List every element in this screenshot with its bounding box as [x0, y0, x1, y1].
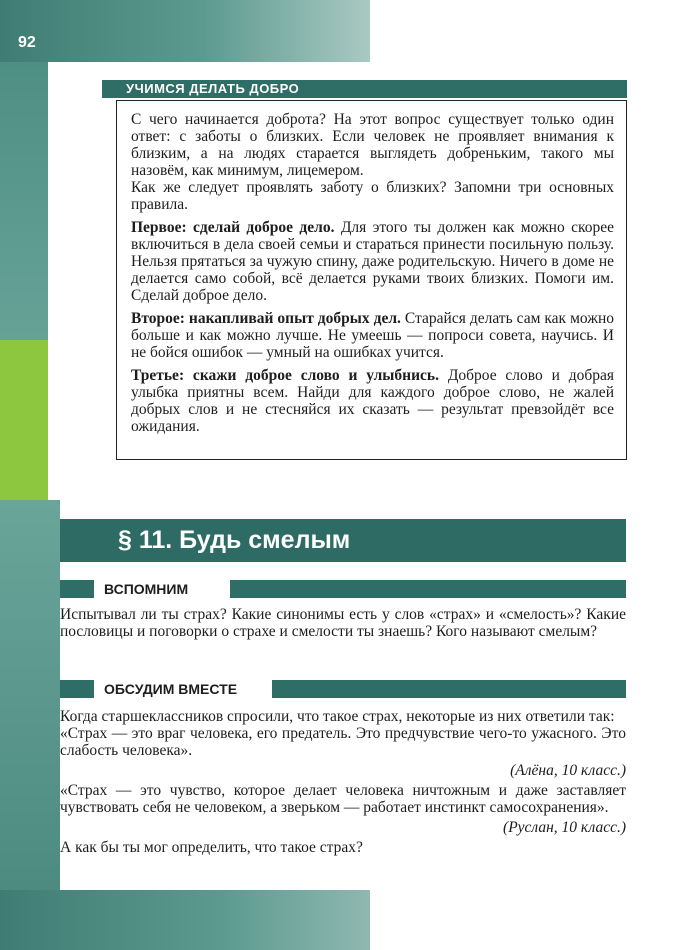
recall-heading-label: ВСПОМНИМ [104, 581, 189, 597]
quote-1: «Страх — это враг человека, его предатель. Это предчувствие чего-то ужасного. Это слабость человека». [60, 725, 626, 759]
recall-heading [60, 580, 626, 598]
rule-item [131, 219, 614, 304]
header-band [0, 0, 370, 62]
rules-intro-2: Как же следует проявлять заботу о близких? Запомни три основных правила. [131, 179, 614, 213]
rule-text: Доброе слово и добрая улыбка приятны всем. Найди для каждого доброе слово, не жалей добрых слов и не стесняйся их сказать — результат превзойдёт все ожидания. [131, 367, 615, 435]
signature-1: (Алёна, 10 класс.) [510, 762, 626, 779]
left-lower-decor [0, 500, 60, 890]
heading-bar [230, 580, 626, 598]
rule-text: Для этого ты должен как можно скорее включиться в дела своей семьи и стараться принести посильную пользу. Нельзя прятаться за чужую спину, даже родительскую. Ничего в доме не делается само собой, всё делается руками твоих близких. Помоги им. Сделай доброе дело. [131, 219, 614, 304]
signature-2: (Руслан, 10 класс.) [503, 819, 626, 836]
heading-lead-bar [60, 680, 94, 698]
discuss-text-block [60, 708, 626, 856]
discuss-heading [60, 680, 626, 698]
rule-text: Старайся делать сам как можно больше и как можно лучше. Не умеешь — попроси совета, научись. И не бойся ошибок — умный на ошибках учится. [131, 310, 615, 361]
section-title: § 11. Будь смелым [118, 526, 351, 554]
rule-lead: Второе: накапливай опыт добрых дел. [131, 310, 401, 327]
recall-text-block [60, 606, 626, 640]
rule-lead: Третье: скажи доброе слово и улыбнись. [131, 367, 439, 384]
rule-lead: Первое: сделай доброе дело. [131, 219, 335, 236]
rule-item [131, 310, 614, 361]
recall-text: Испытывал ли ты страх? Какие синонимы есть у слов «страх» и «смелость»? Какие пословицы и поговорки о страхе и смелости ты знаешь? Кого называют смелым? [60, 606, 626, 640]
discuss-heading-label: ОБСУДИМ ВМЕСТЕ [104, 681, 238, 697]
rule-item [131, 367, 614, 435]
rules-box [116, 100, 627, 460]
rules-box-title: УЧИМСЯ ДЕЛАТЬ ДОБРО [126, 81, 300, 96]
discuss-question: А как бы ты мог определить, что такое страх? [60, 839, 363, 856]
rules-intro: С чего начинается доброта? На этот вопрос существует только один ответ: с заботы о близких. Если человек не проявляет внимания к близким, а на людях старается выглядеть добреньким, такого мы назовём, как минимум, лицемером. [131, 111, 614, 179]
green-accent-block [0, 340, 48, 500]
quote-2: «Страх — это чувство, которое делает человека ничтожным и даже заставляет чувствовать себя не человеком, а зверьком — работает инстинкт самосохранения». [60, 782, 626, 816]
heading-lead-bar [60, 580, 94, 598]
footer-band [0, 890, 370, 950]
discuss-intro: Когда старшеклассников спросили, что такое страх, некоторые из них ответили так: [60, 708, 615, 725]
page-number: 92 [18, 34, 36, 51]
heading-bar [272, 680, 626, 698]
